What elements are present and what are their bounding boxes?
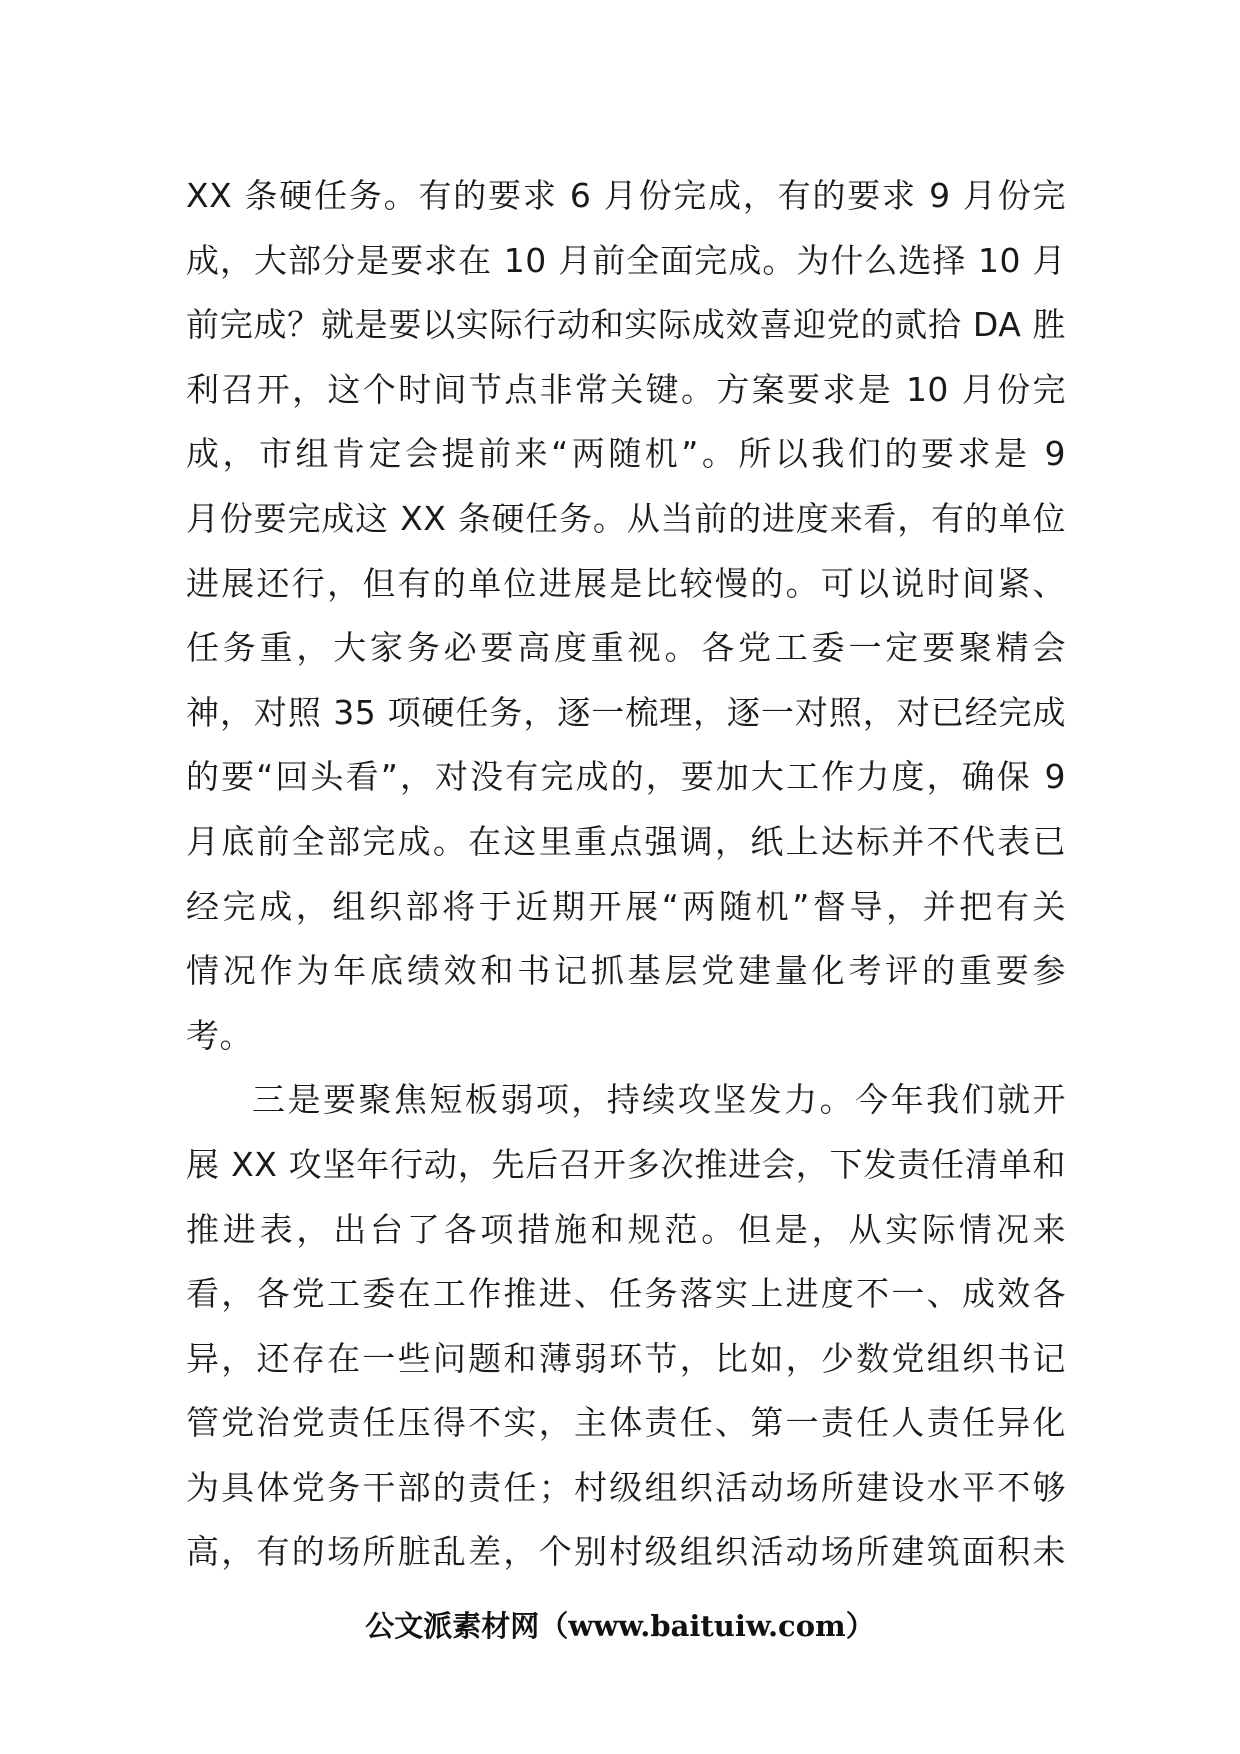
text-line: 管党治党责任压得不实，主体责任、第一责任人责任异化	[186, 1403, 1066, 1443]
paragraph-start-line: 三是要聚焦短板弱项，持续攻坚发力。今年我们就开	[252, 1080, 1066, 1120]
document-body	[186, 164, 1066, 1585]
text-line: XX 条硬任务。有的要求 6 月份完成，有的要求 9 月份完	[186, 176, 1066, 215]
text-line: 神，对照 35 项硬任务，逐一梳理，逐一对照，对已经完成	[186, 692, 1066, 732]
text-line: 月份要完成这 XX 条硬任务。从当前的进度来看，有的单位	[186, 498, 1066, 538]
text-line: 经完成，组织部将于近期开展“两随机”督导，并把有关	[186, 886, 1066, 926]
text-line: 成，市组肯定会提前来“两随机”。所以我们的要求是 9	[186, 434, 1066, 474]
text-line: 看，各党工委在工作推进、任务落实上进度不一、成效各	[186, 1274, 1066, 1314]
text-line: 前完成？就是要以实际行动和实际成效喜迎党的贰拾 DA 胜	[186, 305, 1066, 345]
text-line: 任务重，大家务必要高度重视。各党工委一定要聚精会	[186, 628, 1066, 668]
text-line: 为具体党务干部的责任；村级组织活动场所建设水平不够	[186, 1467, 1066, 1507]
text-line: 展 XX 攻坚年行动，先后召开多次推进会，下发责任清单和	[186, 1144, 1066, 1184]
text-line: 推进表，出台了各项措施和规范。但是，从实际情况来	[186, 1209, 1066, 1249]
paragraph-end-line: 考。	[186, 1015, 253, 1055]
text-line: 情况作为年底绩效和书记抓基层党建量化考评的重要参	[186, 951, 1066, 991]
text-line: 进展还行，但有的单位进展是比较慢的。可以说时间紧、	[186, 563, 1066, 603]
text-line: 月底前全部完成。在这里重点强调，纸上达标并不代表已	[186, 821, 1066, 861]
footer-watermark: 公文派素材网（www.baituiw.com）	[365, 1609, 875, 1643]
text-line: 利召开，这个时间节点非常关键。方案要求是 10 月份完	[186, 369, 1066, 409]
text-line: 异，还存在一些问题和薄弱环节，比如，少数党组织书记	[186, 1338, 1066, 1378]
text-line: 成，大部分是要求在 10 月前全面完成。为什么选择 10 月	[186, 240, 1066, 280]
text-line: 的要“回头看”，对没有完成的，要加大工作力度，确保 9	[186, 757, 1066, 797]
text-line: 高，有的场所脏乱差，个别村级组织活动场所建筑面积未	[186, 1532, 1066, 1572]
